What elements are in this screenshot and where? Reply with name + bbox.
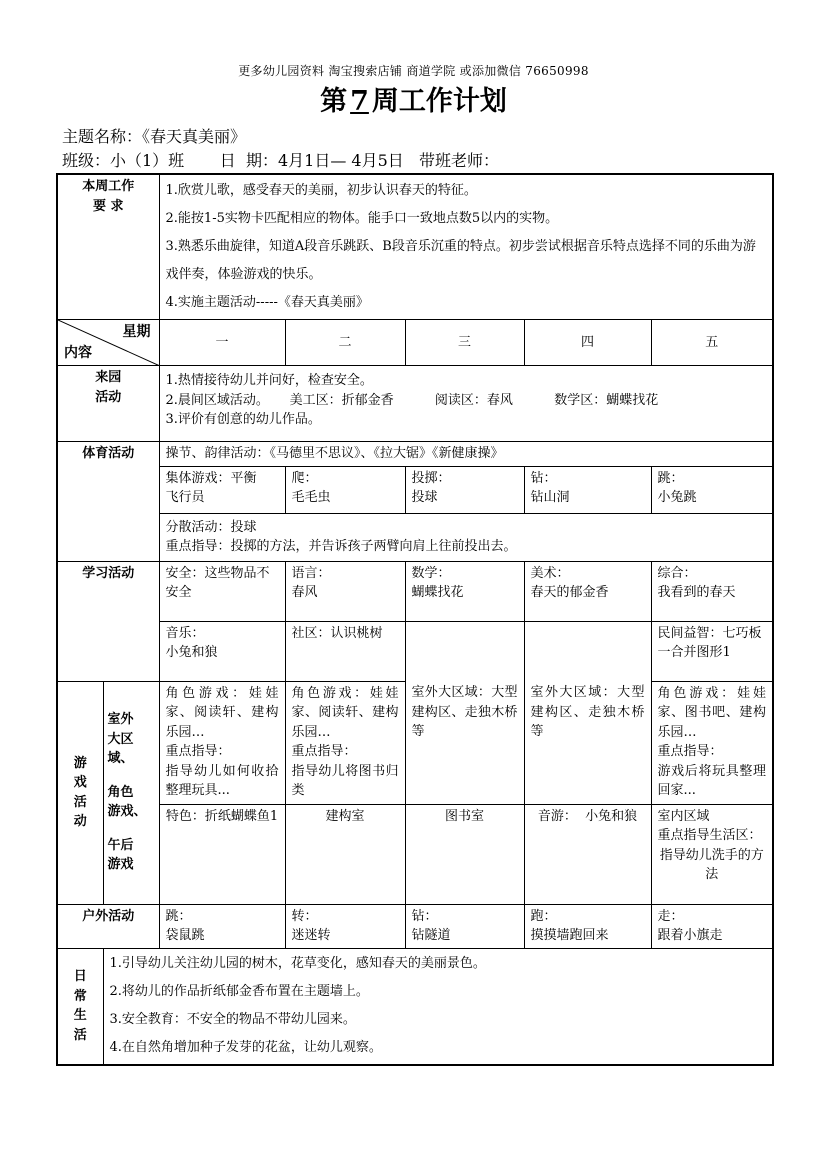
afternoon-tue: 建构室 xyxy=(285,804,405,904)
pe-scatter xyxy=(159,513,773,561)
daily-item: 3.安全教育：不安全的物品不带幼儿园来。 xyxy=(109,1011,356,1027)
outdoor-cell-tue xyxy=(285,904,405,948)
header-note: 更多幼儿园资料 淘宝搜索店铺 商道学院 或添加微信 76650998 xyxy=(238,64,589,78)
arrival-content xyxy=(159,366,773,442)
day-header-mon: 一 xyxy=(159,320,285,366)
day-header-thu: 四 xyxy=(524,320,651,366)
learning-body: 小兔和狼 xyxy=(165,645,218,660)
day-header-wed: 三 xyxy=(405,320,524,366)
pe-scatter-row xyxy=(57,513,773,561)
requirements-label-line1: 本周工作 xyxy=(82,179,135,194)
role-game-text: 角色游戏：娃娃家、图书吧、建构乐园… xyxy=(657,685,767,740)
daily-label xyxy=(57,948,103,1065)
learning-cell-tue xyxy=(285,561,405,621)
games-label-char: 活 xyxy=(73,794,87,810)
daily-label-char: 常 xyxy=(73,988,87,1004)
learning-head: 民间益智：七巧板一合并图形1 xyxy=(657,625,762,660)
learning-head: 美术： xyxy=(530,565,570,581)
learning-row-2 xyxy=(57,621,773,681)
pe-cell-fri xyxy=(651,466,773,513)
page-title xyxy=(0,82,827,122)
day-header-tue: 二 xyxy=(285,320,405,366)
pe-cell-body: 小兔跳 xyxy=(657,490,697,505)
learning-head: 社区：认识桃树 xyxy=(291,625,383,641)
outdoor-head: 走： xyxy=(657,908,684,924)
requirements-label xyxy=(57,174,159,320)
pe-cell-thu xyxy=(524,466,651,513)
games-sub-label-line: 角色 xyxy=(107,784,134,800)
requirements-row xyxy=(57,174,773,320)
week-number: 7 xyxy=(350,86,369,117)
class-line xyxy=(62,148,499,171)
games-label-char: 游 xyxy=(73,755,87,771)
date-range: 日 期：4月1日— 4月5日 xyxy=(219,151,404,170)
pe-daily-row xyxy=(57,466,773,513)
afternoon-wed: 图书室 xyxy=(405,804,524,904)
outdoor-head: 跑： xyxy=(530,908,557,924)
arrival-line: 1.热情接待幼儿并问好，检查安全。 xyxy=(165,373,373,388)
pe-cell-body: 投球 xyxy=(411,490,438,505)
outdoor-body: 迷迷转 xyxy=(291,928,331,943)
afternoon-fri-line: 指导幼儿洗手的方法 xyxy=(659,847,764,882)
games-label-char: 动 xyxy=(73,814,87,829)
outdoor-body: 钻隧道 xyxy=(411,928,451,943)
pe-cell-body: 钻山洞 xyxy=(530,490,570,505)
requirement-item: 1.欣赏儿歌，感受春天的美丽，初步认识春天的特征。 xyxy=(165,183,477,198)
role-game-focus-label: 重点指导： xyxy=(165,744,231,759)
role-game-focus: 指导幼儿将图书归类 xyxy=(291,763,399,798)
games-sub-label-line: 游戏 xyxy=(107,857,134,873)
pe-cell-mon xyxy=(159,466,285,513)
games-sub-label xyxy=(103,681,159,904)
title-suffix: 周工作计划 xyxy=(371,86,507,117)
learning-body: 我看到的春天 xyxy=(657,585,736,600)
weekday-header-row xyxy=(57,320,773,366)
games-row-2 xyxy=(57,804,773,904)
outdoor-cell-wed xyxy=(405,904,524,948)
daily-row xyxy=(57,948,773,1065)
afternoon-fri-line: 室内区域 xyxy=(657,808,710,824)
daily-label-char: 日 xyxy=(73,969,87,984)
daily-item: 4.在自然角增加种子发芽的花盆，让幼儿观察。 xyxy=(109,1039,382,1055)
requirement-item: 3.熟悉乐曲旋律，知道A段音乐跳跃、B段音乐沉重的特点。初步尝试根据音乐特点选择不同的乐曲为游戏伴奏，体验游戏的快乐。 xyxy=(165,239,756,282)
role-game-text: 角色游戏：娃娃家、阅读轩、建构乐园… xyxy=(165,685,279,740)
learning-head: 数学： xyxy=(411,565,451,581)
daily-list xyxy=(103,948,773,1065)
games-sub-label-line: 域、 xyxy=(107,751,134,767)
outdoor-cell-thu xyxy=(524,904,651,948)
outdoor-label: 户外活动 xyxy=(57,904,159,948)
role-game-focus-label: 重点指导： xyxy=(291,744,357,759)
outdoor-head: 转： xyxy=(291,908,318,924)
class-name: 班级：小（1）班 xyxy=(62,151,185,170)
arrival-label xyxy=(57,366,159,442)
outdoor-body: 袋鼠跳 xyxy=(165,928,205,943)
learning-body: 安全 xyxy=(165,585,192,600)
outdoor-area-thu: 室外大区域：大型建构区、走独木桥等 xyxy=(524,621,651,804)
pe-focus-text: 重点指导：投掷的方法，并告诉孩子两臂向肩上往前投出去。 xyxy=(165,539,517,554)
corner-header xyxy=(57,320,159,366)
arrival-row xyxy=(57,366,773,442)
pe-label: 体育活动 xyxy=(57,442,159,562)
teacher-label: 带班老师： xyxy=(419,151,500,170)
learning-cell-wed xyxy=(405,561,524,621)
pe-morning-row xyxy=(57,442,773,467)
learning-cell-thu xyxy=(524,561,651,621)
theme-line: 主题名称：《春天真美丽》 xyxy=(62,127,247,146)
pe-cell-body: 飞行员 xyxy=(165,490,205,505)
games-label-char: 戏 xyxy=(73,775,87,790)
requirement-item: 4.实施主题活动-----《春天真美丽》 xyxy=(165,295,369,310)
arrival-label-line1: 来园 xyxy=(95,370,122,385)
pe-cell-wed xyxy=(405,466,524,513)
outdoor-cell-fri xyxy=(651,904,773,948)
pe-cell-head: 爬： xyxy=(291,470,318,486)
games-label xyxy=(57,681,103,904)
games-sub-label-line: 游戏、 xyxy=(107,804,147,820)
arrival-line: 3.评价有创意的幼儿作品。 xyxy=(165,412,321,427)
learning-cell-fri xyxy=(651,561,773,621)
pe-cell-head: 钻： xyxy=(530,470,557,486)
learning-music-cell xyxy=(159,621,285,681)
arrival-line: 2.晨间区域活动。 美工区：折郁金香 阅读区：春风 数学区：蝴蝶找花 xyxy=(165,392,659,408)
role-game-focus: 指导幼儿如何收拾整理玩具... xyxy=(165,763,279,798)
outdoor-body: 摸摸墙跑回来 xyxy=(530,928,609,943)
role-game-mon xyxy=(159,681,285,804)
daily-item: 2.将幼儿的作品折纸郁金香布置在主题墙上。 xyxy=(109,983,369,999)
learning-head: 语言： xyxy=(291,565,331,581)
afternoon-mon: 特色：折纸蝴蝶鱼1 xyxy=(159,804,285,904)
pe-cell-body: 毛毛虫 xyxy=(291,490,331,505)
corner-weekday-label: 星期 xyxy=(122,324,151,340)
learning-head: 综合： xyxy=(657,565,697,581)
learning-body: 春天的郁金香 xyxy=(530,585,609,600)
weekly-plan-table xyxy=(56,173,774,1066)
afternoon-fri xyxy=(651,804,773,904)
outdoor-head: 跳： xyxy=(165,908,192,924)
daily-label-char: 活 xyxy=(73,1027,87,1043)
afternoon-thu: 音游： 小兔和狼 xyxy=(524,804,651,904)
role-game-focus: 游戏后将玩具整理回家... xyxy=(657,763,767,798)
learning-body: 蝴蝶找花 xyxy=(411,585,464,600)
learning-row-1 xyxy=(57,561,773,621)
arrival-label-line2: 活动 xyxy=(95,389,122,405)
requirement-item: 2.能按1-5实物卡匹配相应的物体。能手口一致地点数5以内的实物。 xyxy=(165,211,559,226)
pe-scatter-text: 分散活动：投球 xyxy=(165,519,257,535)
requirements-label-line2: 要 求 xyxy=(92,198,124,214)
pe-cell-head: 跳： xyxy=(657,470,684,486)
requirements-list xyxy=(159,174,773,320)
pe-morning: 操节、韵律活动：《马德里不思议》、《拉大锯》《新健康操》 xyxy=(159,442,773,467)
games-sub-label-line: 午后 xyxy=(107,837,134,853)
pe-cell-head: 集体游戏：平衡 xyxy=(165,470,257,486)
title-prefix: 第 xyxy=(320,86,348,117)
outdoor-body: 跟着小旗走 xyxy=(657,928,723,943)
role-game-text: 角色游戏：娃娃家、阅读轩、建构乐园… xyxy=(291,685,399,740)
corner-content-label: 内容 xyxy=(64,344,92,361)
afternoon-fri-line: 重点指导生活区： xyxy=(657,828,762,843)
games-sub-label-line: 大区 xyxy=(107,731,134,747)
learning-head: 音乐： xyxy=(165,625,205,641)
learning-cell-mon xyxy=(159,561,285,621)
outdoor-cell-mon xyxy=(159,904,285,948)
daily-item: 1.引导幼儿关注幼儿园的树木，花草变化，感知春天的美丽景色。 xyxy=(109,955,486,971)
role-game-focus-label: 重点指导： xyxy=(657,744,723,759)
outdoor-row xyxy=(57,904,773,948)
games-sub-label-line: 室外 xyxy=(107,712,134,728)
pe-cell-head: 投掷： xyxy=(411,470,451,486)
daily-label-char: 生 xyxy=(73,1008,87,1023)
role-game-fri xyxy=(651,681,773,804)
learning-body: 春风 xyxy=(291,585,318,600)
outdoor-area-wed: 室外大区域：大型建构区、走独木桥等 xyxy=(405,621,524,804)
learning-head: 安全：这些物品不 xyxy=(165,565,270,581)
learning-puzzle-cell xyxy=(651,621,773,681)
day-header-fri: 五 xyxy=(651,320,773,366)
pe-cell-tue xyxy=(285,466,405,513)
outdoor-head: 钻： xyxy=(411,908,438,924)
role-game-tue xyxy=(285,681,405,804)
learning-label: 学习活动 xyxy=(57,561,159,681)
learning-community-cell xyxy=(285,621,405,681)
